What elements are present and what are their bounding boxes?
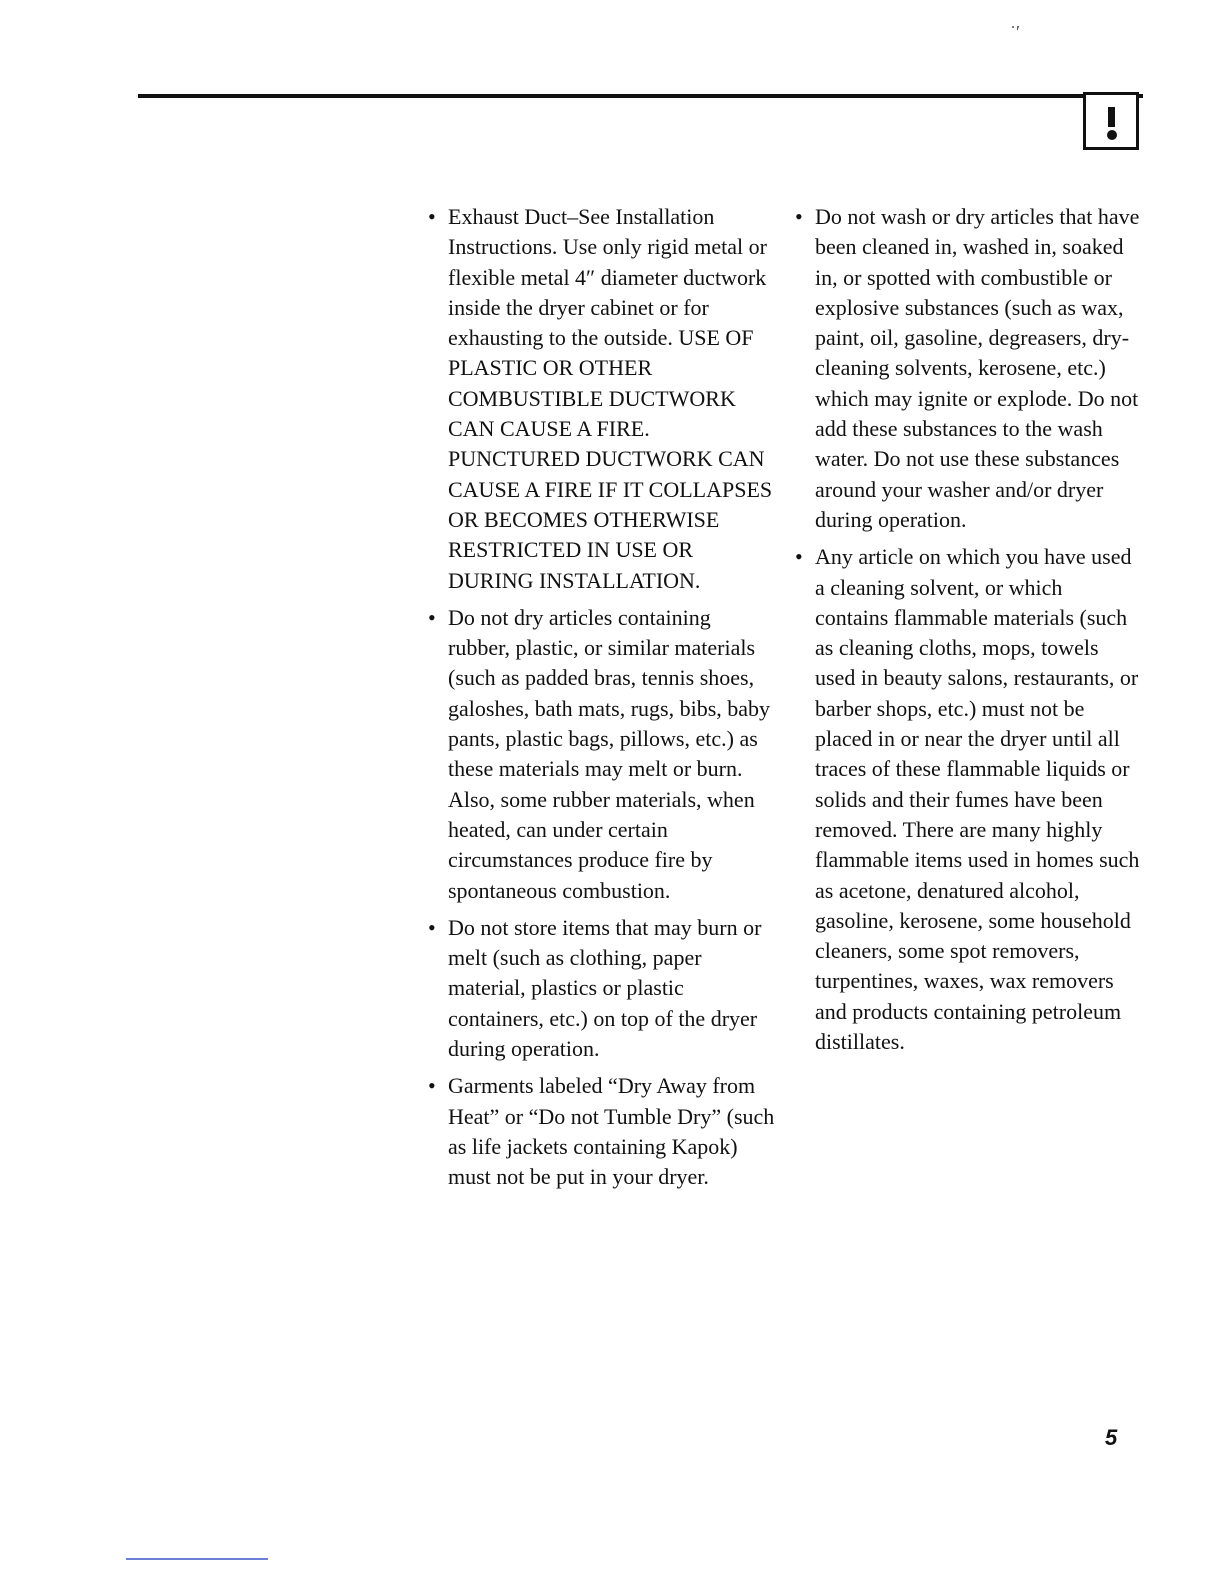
exclamation-bar: [1108, 107, 1115, 127]
bullet-store-items: • Do not store items that may burn or melt (such as clothing, paper material, plastics or plastic containers, etc.) on top of the dryer during operation.: [428, 913, 778, 1064]
bullet-combustible-substances: • Do not wash or dry articles that have been cleaned in, washed in, soaked in, or spotted with combustible or explosive substances (such as wax, paint, oil, gasoline, degreasers, dry-cleaning solvents, kerosene, etc.) which may ignite or explode. Do not add these substances to the wash water. Do not use these substances around your washer and/or dryer during operation.: [795, 202, 1140, 535]
header-rule: [138, 94, 1143, 98]
bullet-exhaust-duct: • Exhaust Duct–See Installation Instructions. Use only rigid metal or flexible metal 4″ diameter ductwork inside the dryer cabinet or for exhausting to the outside. USE OF PLASTIC OR OTHER COMBUSTIBLE DUCTWORK CAN CAUSE A FIRE. PUNCTURED DUCTWORK CAN CAUSE A FIRE IF IT COLLAPSES OR BECOMES OTHERWISE RESTRICTED IN USE OR DURING INSTALLATION.: [428, 202, 778, 596]
bullet-rubber-plastic: • Do not dry articles containing rubber, plastic, or similar materials (such as padded bras, tennis shoes, galoshes, bath mats, rugs, bibs, baby pants, plastic bags, pillows, etc.) as these materials may melt or burn. Also, some rubber materials, when heated, can under certain circumstances produce fire by spontaneous combustion.: [428, 603, 778, 906]
footer-rule: [126, 1558, 268, 1560]
exclamation-icon: [1083, 92, 1139, 150]
scan-mark: ˙′: [1010, 22, 1020, 42]
exclamation-dot: [1107, 130, 1117, 140]
page-number: 5: [1105, 1425, 1118, 1450]
bullet-cleaning-solvent: • Any article on which you have used a cleaning solvent, or which contains flammable materials (such as cleaning cloths, mops, towels used in beauty salons, restaurants, or barber shops, etc.) must not be placed in or near the dryer until all traces of these flammable liquids or solids and their fumes have been removed. There are many highly flammable items used in homes such as acetone, denatured alcohol, gasoline, kerosene, some household cleaners, some spot removers, turpentines, waxes, wax removers and products containing petroleum distillates.: [795, 542, 1140, 1057]
right-column: [795, 202, 1140, 1064]
left-column: [428, 202, 778, 1200]
bullet-garments-labeled: • Garments labeled “Dry Away from Heat” or “Do not Tumble Dry” (such as life jackets containing Kapok) must not be put in your dryer.: [428, 1071, 778, 1192]
